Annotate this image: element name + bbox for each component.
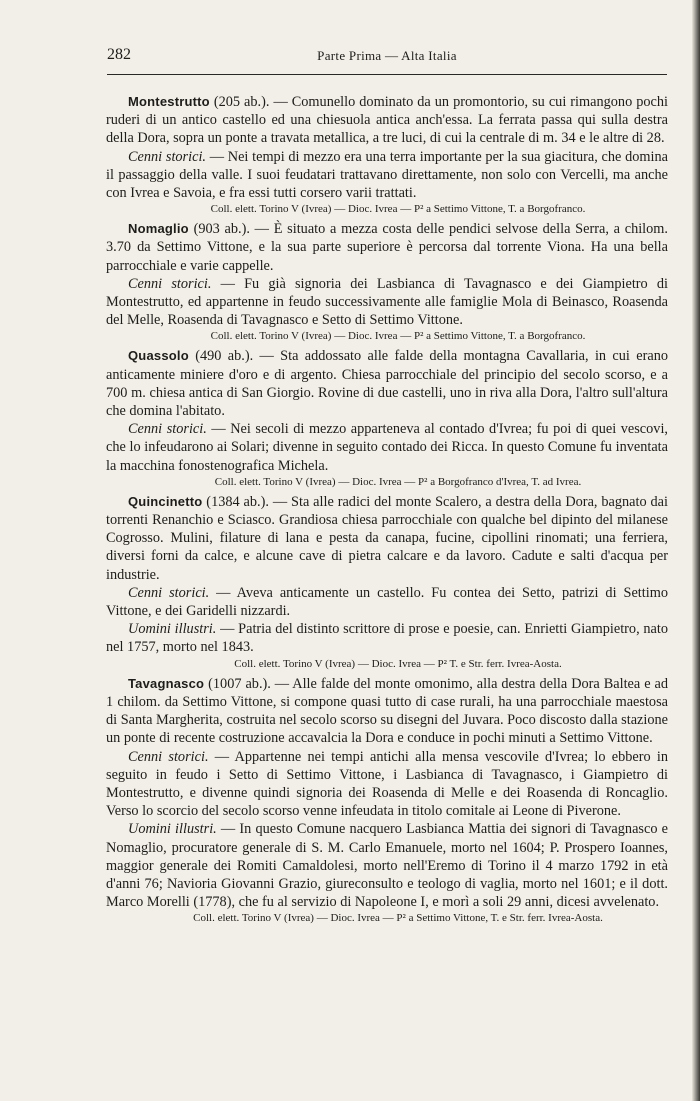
cenni-label: Cenni storici. [128, 148, 206, 165]
entry-montestrutto [106, 93, 668, 216]
entry-name: Montestrutto [128, 94, 210, 109]
entry-quincinetto [106, 493, 668, 671]
cenni-storici [106, 584, 668, 620]
collegio-line: Coll. elett. Torino V (Ivrea) — Dioc. Ivrea — P² a Settimo Vittone, T. a Borgofranco. [210, 203, 586, 216]
page-edge-shadow [692, 0, 700, 1101]
entry-description [106, 675, 668, 748]
uomini-illustri [106, 820, 668, 911]
entry-nomaglio [106, 220, 668, 343]
entry-lead: (205 ab.). — Comunello dominato da un promontorio, su cui rimangono pochi ruderi di un antico castello ed una chiesuola antica anch'essa. La ferrata passa qui sulla destra della Dora, sopra un ponte a travata metallica, a tre luci, di cui la centrale di m. 34 e le altre di 28. [106, 94, 668, 147]
entry-description [106, 220, 668, 275]
cenni-text: — Aveva anticamente un castello. Fu contea dei Setto, patrizi di Settimo Vittone, e dei Garidelli nizzardi. [106, 584, 668, 620]
uomini-label: Uomini illustri. [128, 621, 217, 638]
entry-description [106, 93, 668, 148]
collegio-line: Coll. elett. Torino V (Ivrea) — Dioc. Ivrea — P² a Settimo Vittone, T. a Borgofranco. [210, 330, 586, 343]
entry-lead: (903 ab.). — È situato a mezza costa delle pendici selvose della Serra, a chilom. 3.70 da Settimo Vittone, e la sua parte superiore è percorsa dal torrente Viona. Ha una bella parrocchiale e varie cappelle. [106, 221, 668, 274]
uomini-label: Uomini illustri. [128, 821, 217, 838]
cenni-storici [106, 420, 668, 475]
cenni-label: Cenni storici. [128, 584, 210, 601]
entry-name: Tavagnasco [128, 675, 205, 691]
header-rule [107, 74, 667, 75]
cenni-label: Cenni storici. [128, 421, 207, 438]
entry-description [106, 347, 668, 420]
cenni-text: — Nei tempi di mezzo era una terra importante per la sua giacitura, che domina il passaggio della valle. I suoi feudatari trattavano direttamente, non solo con Vercelli, ma anche con Ivrea e Savoia, e fra essi tutti corsero varii trattati. [106, 148, 668, 202]
cenni-text: — Nei secoli di mezzo apparteneva al contado d'Ivrea; fu poi di quei vescovi, che lo infeudarono ai Solari; divenne in seguito contado dei Ricca. In questo Comune fu inventata la macchina fonostenografica Michela. [106, 421, 668, 474]
entry-quassolo [106, 347, 668, 488]
uomini-illustri [106, 620, 668, 656]
cenni-storici [106, 275, 668, 330]
cenni-storici [106, 148, 668, 203]
page-header [107, 46, 667, 66]
cenni-label: Cenni storici. [128, 275, 212, 292]
entry-tavagnasco [106, 675, 668, 926]
entry-name: Quincinetto [128, 493, 203, 509]
collegio-line: Coll. elett. Torino V (Ivrea) — Dioc. Ivrea — P² a Borgofranco d'Ivrea, T. ad Ivrea. [214, 475, 582, 488]
entry-lead: (1384 ab.). — Sta alle radici del monte Scalero, a destra della Dora, bagnato dai torrenti Renanchio e Sciasco. Grandiosa chiesa parrocchiale con qualche bel dipinto del milanese Cogrosso. Mulini, filature di lana e pesta da canapa, fucine, cipollini rinomati; una ferriera, diversi forni da calce, e alcune cave di pietra calcare e da lavoro. Cadute e salti d'acqua per industrie. [106, 493, 668, 583]
cenni-label: Cenni storici. [128, 748, 209, 765]
page-body [106, 93, 668, 925]
entry-name: Quassolo [128, 348, 189, 364]
cenni-storici [106, 748, 668, 821]
entry-name: Nomaglio [128, 221, 189, 237]
entry-lead: (490 ab.). — Sta addossato alle falde della montagna Cavallaria, in cui erano anticamente miniere d'oro e di argento. Chiesa parrocchiale del principio del secolo scorso, e a 700 m. chiesa antica di San Giorgio. Rovine di due castelli, uno in riva alla Dora, l'altro sull'altura che domina l'abitato. [106, 348, 668, 420]
entry-lead: (1007 ab.). — Alle falde del monte omonimo, alla destra della Dora Baltea e ad 1 chilom. da Settimo Vittone, si compone quasi tutto di case rurali, ha una parrocchiale maestosa di Santa Margherita, costruita nel secolo scorso su disegni del Juvara. Poco discosto dalla stazione un ponte di recente costruzione accavalcia la Dora e conduce in pochi minuti a Settimo Vittone. [106, 675, 668, 747]
entry-description [106, 493, 668, 584]
page-number: 282 [107, 46, 131, 63]
collegio-line: Coll. elett. Torino V (Ivrea) — Dioc. Ivrea — P² T. e Str. ferr. Ivrea-Aosta. [234, 657, 562, 670]
uomini-text: — In questo Comune nacquero Lasbianca Mattia dei signori di Tavagnasco e Nomaglio, procuratore generale di S. M. Carlo Emanuele, morto nel 1604; P. Prospero Ioannes, maggior generale dei Romiti Camaldolesi, morto nell'Eremo di Torino il 4 marzo 1792 in età d'anni 76; Navioria Giovanni Grazio, giureconsulto e teologo di vaglia, morto nel 1601; e il dott. Marco Morelli (1778), che fu al servizio di Napoleone I, e morì a soli 29 anni, dicesi avvelenato. [106, 821, 668, 911]
cenni-text: — Appartenne nei tempi antichi alla mensa vescovile d'Ivrea; lo ebbero in seguito in feudo i Setto di Settimo Vittone, i Lasbianca di Tavagnasco, i Giampietro di Montestrutto, e divenne quindi signoria dei Roasenda di Melle e dei Roasenda di Roncaglio. Verso lo scorcio del secolo scorso venne infeudata in titolo comitale ai Leone di Piverone. [106, 748, 668, 820]
running-title: Parte Prima — Alta Italia [317, 48, 457, 63]
cenni-text: — Fu già signoria dei Lasbianca di Tavagnasco e dei Giampietro di Montestrutto, ed appartenne in feudo successivamente alle famiglie Mola di Beinasco, Roasenda del Melle, Roasenda di Tavagnasco e Setto di Settimo Vittone. [106, 275, 668, 329]
uomini-text: — Patria del distinto scrittore di prose e poesie, can. Enrietti Giampietro, nato nel 1757, morto nel 1843. [106, 621, 669, 656]
collegio-line: Coll. elett. Torino V (Ivrea) — Dioc. Ivrea — P² a Settimo Vittone, T. e Str. ferr. Ivrea-Aosta. [193, 912, 603, 925]
